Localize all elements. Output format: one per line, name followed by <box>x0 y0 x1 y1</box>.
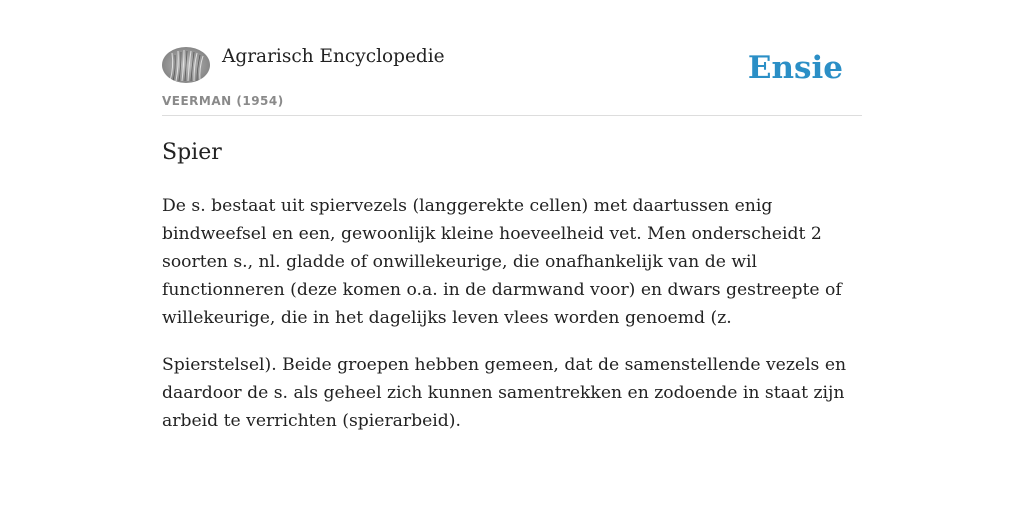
article-paragraph: Spierstelsel). Beide groepen hebben gemeen, dat de samenstellende vezels en daardoor de s. als geheel zich kunnen samentrekken en zodoende in staat zijn arbeid te verrichten (spierarbeid). <box>162 355 847 431</box>
article-title: Spier <box>162 140 222 165</box>
wheat-ears-icon[interactable] <box>162 47 210 83</box>
ensie-brand-logo[interactable]: Ensie <box>747 50 843 86</box>
article-body <box>162 192 862 454</box>
page-container <box>162 0 862 431</box>
article-paragraph: De s. bestaat uit spiervezels (langgerekte cellen) met daartussen enig bindweefsel en een, gewoonlijk kleine hoeveelheid vet. Men onderscheidt 2 soorten s., nl. gladde of onwillekeurige, die onafhankelijk van de wil functionneren (deze komen o.a. in de darmwand voor) en dwars gestreepte of willekeurige, die in het dagelijks leven vlees worden genoemd (z. <box>162 196 842 328</box>
source-label: VEERMAN (1954) <box>162 94 284 108</box>
site-title-link[interactable]: Agrarisch Encyclopedie <box>222 46 445 67</box>
header <box>162 0 862 116</box>
